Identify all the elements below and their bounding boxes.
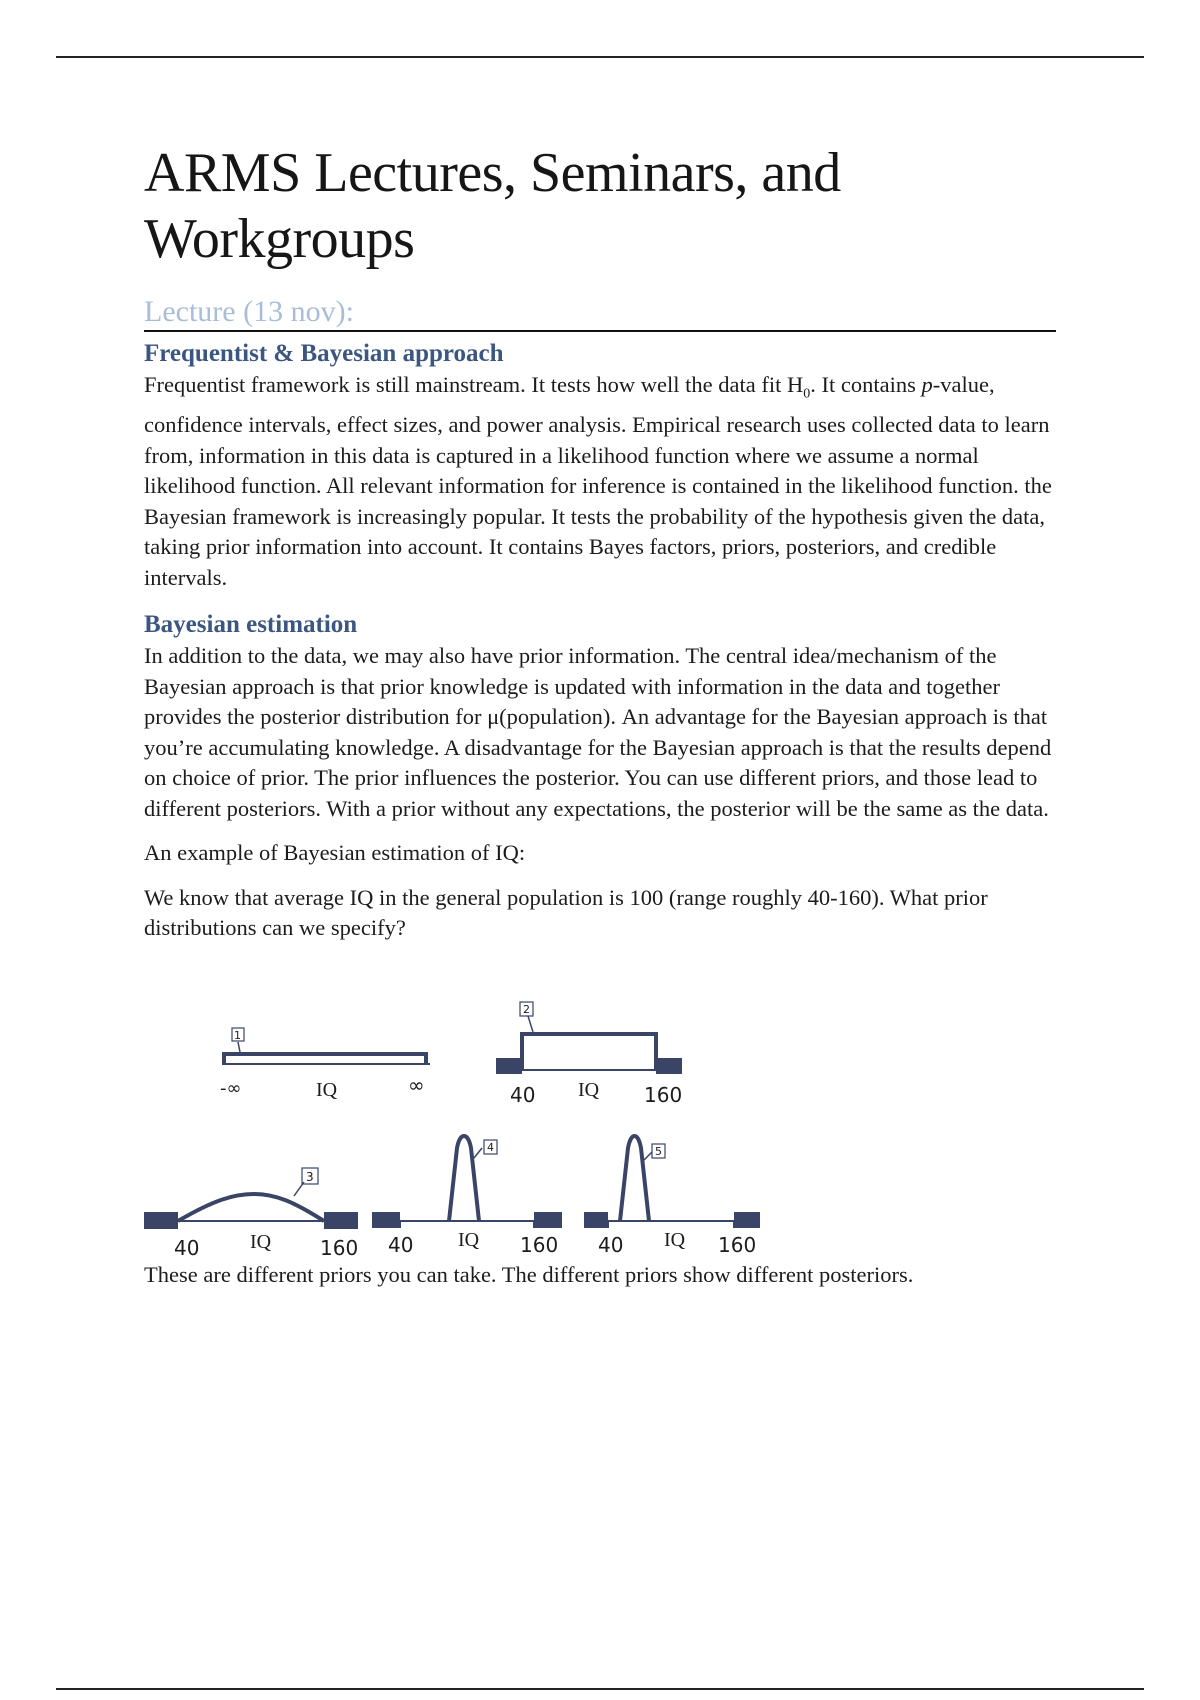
- panel-2-left-label: 40: [510, 1082, 536, 1107]
- panel-3-left-label: 40: [174, 1235, 200, 1260]
- panel-3-axis-label: IQ: [250, 1230, 272, 1253]
- paragraph-frequentist: Frequentist framework is still mainstream. It tests how well the data fit $H_0$. It contains p-value, confidence intervals, effect sizes, and power analysis. Empirical research uses collected data to learn from, information in this data is captured in a likelihood function where we assume a normal likelihood function. All relevant information for inference is contained in the likelihood function. the Bayesian framework is increasingly popular. It tests the probability of the hypothesis given the data, taking prior information into account. It contains Bayes factors, priors, posteriors, and credible intervals.: [144, 372, 1052, 590]
- figure-caption: These are different priors you can take. The different priors show different posteriors.: [144, 1261, 914, 1287]
- section-heading-bayesian-estimation: Bayesian estimation: [144, 611, 358, 638]
- example-question: We know that average IQ in the general population is 100 (range roughly 40-160). What prior distributions can we specify?: [144, 884, 988, 940]
- bottom-rule: [56, 1688, 1144, 1690]
- top-rule: [56, 56, 1144, 58]
- panel-4-left-label: 40: [388, 1232, 414, 1257]
- example-intro: An example of Bayesian estimation of IQ:: [144, 840, 526, 865]
- document-title: ARMS Lectures, Seminars, and Workgroups: [144, 142, 841, 270]
- panel-5-right-label: 160: [718, 1232, 757, 1257]
- panel-1-left-label: -∞: [220, 1077, 242, 1099]
- paragraph-bayesian-estimation: In addition to the data, we may also have prior information. The central idea/mechanism of the Bayesian approach is that prior knowledge is updated with information in the data and together provides the posterior distribution for μ(population). An advantage for the Bayesian approach is that you’re accumulating knowledge. A disadvantage for the Bayesian approach is that the results depend on choice of prior. The prior influences the posterior. You can use different priors, and those lead to different posteriors. With a prior without any expectations, the posterior will be the same as the data.: [144, 643, 1052, 821]
- lecture-heading: Lecture (13 nov):: [144, 294, 1056, 332]
- panel-1-right-label: ∞: [408, 1072, 425, 1097]
- panel-2-number: 2: [523, 1002, 530, 1016]
- section-heading-frequentist: Frequentist & Bayesian approach: [144, 340, 504, 367]
- panel-5-number: 5: [655, 1144, 662, 1158]
- prior-distributions-svg: [144, 962, 784, 1262]
- prior-panel-5: [584, 1136, 760, 1228]
- prior-distributions-figure: [144, 962, 1056, 1262]
- panel-4-right-label: 160: [520, 1232, 559, 1257]
- panel-2-axis-label: IQ: [578, 1078, 600, 1101]
- panel-4-axis-label: IQ: [458, 1228, 480, 1251]
- prior-panel-3: [144, 1168, 358, 1229]
- document-page: [144, 140, 1056, 1290]
- panel-5-left-label: 40: [598, 1232, 624, 1257]
- prior-panel-4: [372, 1136, 562, 1228]
- panel-2-right-label: 160: [644, 1082, 683, 1107]
- panel-4-number: 4: [487, 1140, 494, 1154]
- panel-1-axis-label: IQ: [316, 1078, 338, 1101]
- panel-1-number: 1: [234, 1028, 241, 1042]
- panel-3-number: 3: [306, 1169, 314, 1184]
- panel-3-right-label: 160: [320, 1235, 359, 1260]
- prior-panel-1: [222, 1028, 430, 1064]
- panel-5-axis-label: IQ: [664, 1228, 686, 1251]
